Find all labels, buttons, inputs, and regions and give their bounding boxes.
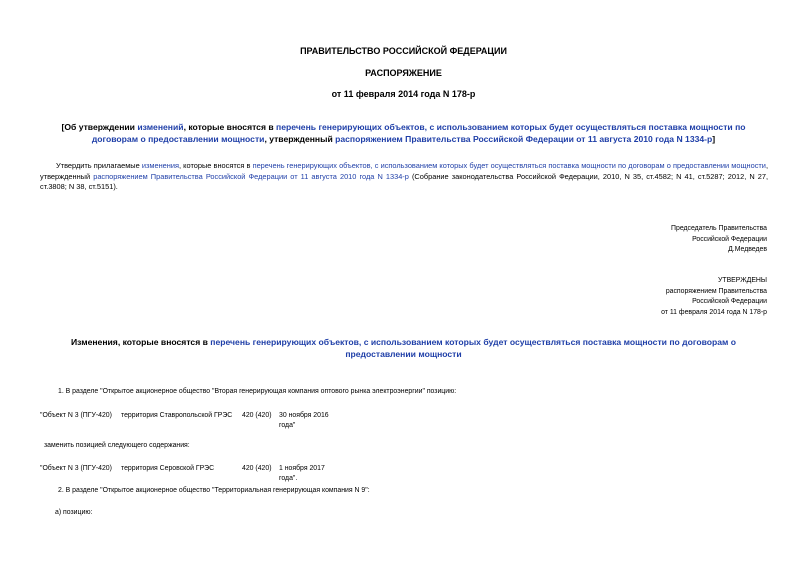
main-paragraph xyxy=(40,161,768,193)
changes-title-text: Изменения, которые вносятся в xyxy=(70,337,211,347)
p1-link-order[interactable]: распоряжением Правительства Российской Федерации от 11 августа 2010 года N 1334-р xyxy=(93,171,409,181)
row2-object: "Объект N 3 (ПГУ-420) xyxy=(40,465,112,472)
authority-heading: ПРАВИТЕЛЬСТВО РОССИЙСКОЙ ФЕДЕРАЦИИ xyxy=(300,46,507,56)
p1-text-b: , которые вносятся в xyxy=(178,161,253,170)
signature-name: Д.Медведев xyxy=(728,246,767,254)
row1-date xyxy=(279,411,329,431)
title-close: ] xyxy=(712,134,716,145)
title-mid2: , утвержденный xyxy=(264,134,336,145)
approval-block xyxy=(661,276,767,318)
changes-title-link[interactable]: перечень генерирующих объектов, с использованием которых будет осуществляться поставка мощности по договорам о предоставлении мощности xyxy=(210,337,737,359)
p1-text-d: (Собрание законодательства Российской Федерации, 2010, N 35, ст.4582; N 41, ст.5287; 2012, N 27, ст.3808; N 38, ст.5151). xyxy=(40,171,769,192)
signature-block xyxy=(671,224,767,256)
signature-country: Российской Федерации xyxy=(692,235,767,243)
p1-text-a: Утвердить прилагаемые xyxy=(56,161,142,170)
replace-instruction: заменить позицией следующего содержания: xyxy=(44,442,190,449)
document-type: РАСПОРЯЖЕНИЕ xyxy=(365,68,442,78)
title-link-order[interactable]: распоряжением Правительства Российской Федерации от 11 августа 2010 года N 1334-р xyxy=(335,134,713,145)
changes-title xyxy=(70,337,737,360)
p1-link-list[interactable]: перечень генерирующих объектов, с использованием которых будет осуществляться поставка мощности по договорам о предоставлении мощности xyxy=(252,161,766,170)
approval-basis: распоряжением Правительства xyxy=(665,287,767,295)
document-date: от 11 февраля 2014 года N 178-р xyxy=(331,89,476,99)
row1-power: 420 (420) xyxy=(242,412,272,419)
title-open: [Об утверждении xyxy=(61,122,138,132)
row2-date-line2: года". xyxy=(279,475,298,482)
document-title xyxy=(50,121,757,146)
item-2: 2. В разделе "Открытое акционерное общество "Территориальная генерирующая компания N 9": xyxy=(58,487,370,494)
row2-territory: территория Серовской ГРЭС xyxy=(121,465,215,472)
approval-date: от 11 февраля 2014 года N 178-р xyxy=(661,308,767,316)
approval-country: Российской Федерации xyxy=(692,298,767,306)
title-link-list[interactable]: перечень генерирующих объектов, с использованием которых будет осуществляться поставка мощности по договорам о предоставлении мощности xyxy=(91,122,746,145)
row1-date-line2: года" xyxy=(279,422,296,429)
title-mid1: , которые вносятся в xyxy=(183,122,277,132)
row1-territory: территория Ставропольской ГРЭС xyxy=(121,412,233,419)
signature-position: Председатель Правительства xyxy=(671,225,767,232)
approval-status: УТВЕРЖДЕНЫ xyxy=(718,277,767,284)
p1-link-changes[interactable]: изменения xyxy=(141,161,179,170)
row2-power: 420 (420) xyxy=(242,465,272,472)
p1-text-c: , утвержденный xyxy=(40,161,768,181)
item-1: 1. В разделе "Открытое акционерное общество "Вторая генерирующая компания оптового рынка электроэнергии" позицию: xyxy=(58,388,457,395)
row1-object: "Объект N 3 (ПГУ-420) xyxy=(40,412,112,419)
title-link-changes[interactable]: изменений xyxy=(137,122,184,132)
row2-date-line1: 1 ноября 2017 xyxy=(279,465,325,472)
row1-date-line1: 30 ноября 2016 xyxy=(279,412,329,419)
row2-date xyxy=(279,464,325,484)
item-2a: а) позицию: xyxy=(55,509,93,516)
